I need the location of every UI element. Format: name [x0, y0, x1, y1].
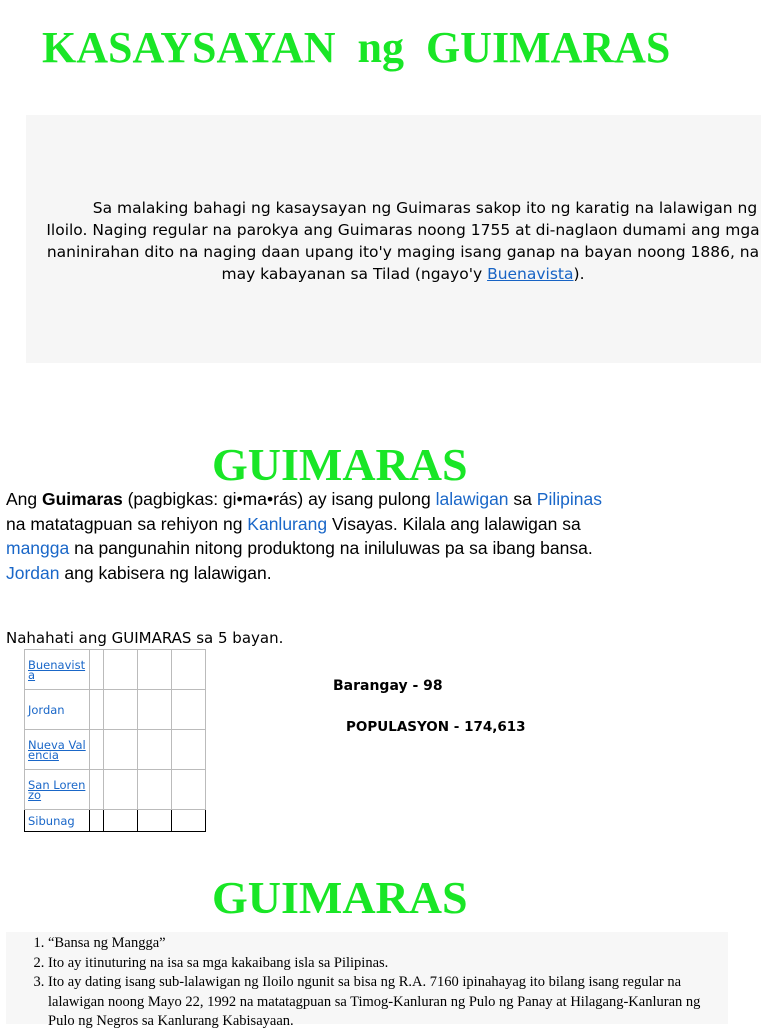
bayan-table — [24, 649, 206, 832]
page-title: KASAYSAYAN ng GUIMARAS — [42, 23, 671, 72]
facts-panel — [6, 932, 728, 1029]
bayan-cell-buenavista[interactable]: Buenavista — [25, 650, 90, 690]
pilipinas-link[interactable]: Pilipinas — [536, 489, 602, 509]
section-heading-guimaras-2: GUIMARAS — [212, 872, 468, 923]
bayan-cell-sibunag[interactable]: Sibunag — [25, 810, 90, 832]
guimaras-description — [6, 487, 706, 585]
facts-list — [6, 934, 728, 1032]
intro-paragraph — [42, 197, 764, 285]
bayan-cell-san-lorenzo[interactable]: San Lorenzo — [25, 770, 90, 810]
bayan-cell-jordan[interactable]: Jordan — [25, 690, 90, 730]
table-row — [25, 770, 206, 810]
barangay-count: Barangay - 98 — [333, 678, 443, 694]
list-item: 2. Ito ay itinuturing na isa sa mga kakaibang isla sa Pilipinas. — [48, 954, 728, 974]
desc-text: na matatagpuan sa rehiyon ng — [6, 513, 248, 534]
list-item: 3. Ito ay dating isang sub-lalawigan ng Iloilo ngunit sa bisa ng R.A. 7160 ipinahayag ito bilang isang regular na lalawigan noong Mayo 22, 1992 na matatagpuan sa Timog-Kanluran ng Pulo ng Panay at Hilagang-Kanluran ng Pulo ng Negros sa Kanlurang Kabisayaan. — [48, 973, 728, 1032]
desc-text: (pagbigkas: gi•ma•rás) ay isang pulong — [122, 489, 436, 509]
population-count: POPULASYON - 174,613 — [346, 719, 526, 735]
lalawigan-link[interactable]: lalawigan — [435, 489, 509, 509]
intro-panel — [26, 115, 761, 363]
buenavista-link[interactable]: Buenavista — [487, 265, 574, 283]
intro-end: ). — [573, 265, 585, 283]
mangga-link[interactable]: mangga — [6, 538, 70, 558]
desc-text: sa — [508, 489, 537, 509]
table-row — [25, 810, 206, 832]
kanlurang-link[interactable]: Kanlurang — [247, 513, 328, 534]
bayan-cell-nueva-valencia[interactable]: Nueva Valencia — [25, 730, 90, 770]
intro-text: Sa malaking bahagi ng kasaysayan ng Guimaras sakop ito ng karatig na lalawigan ng Iloilo. Naging regular na parokya ang Guimaras noong 1755 at di-naglaon dumami ang mga naninirahan dito na naging daan upang ito'y maging isang ganap na bayan noong 1886, na may kabayanan sa Tilad (ngayo'y — [46, 199, 760, 283]
section-heading-guimaras: GUIMARAS — [212, 439, 468, 490]
desc-text: ang kabisera ng lalawigan. — [59, 562, 272, 583]
table-row — [25, 730, 206, 770]
desc-text: na pangunahin nitong produktong na iniluluwas pa sa ibang bansa. — [69, 538, 593, 558]
desc-text: Ang — [6, 489, 42, 509]
bayan-intro: Nahahati ang GUIMARAS sa 5 bayan. — [6, 629, 284, 647]
table-row — [25, 690, 206, 730]
list-item: 1. “Bansa ng Mangga” — [48, 934, 728, 954]
desc-text: Visayas. Kilala ang lalawigan sa — [327, 513, 581, 534]
table-row — [25, 650, 206, 690]
jordan-link[interactable]: Jordan — [6, 562, 60, 583]
desc-guimaras-bold: Guimaras — [42, 489, 123, 509]
